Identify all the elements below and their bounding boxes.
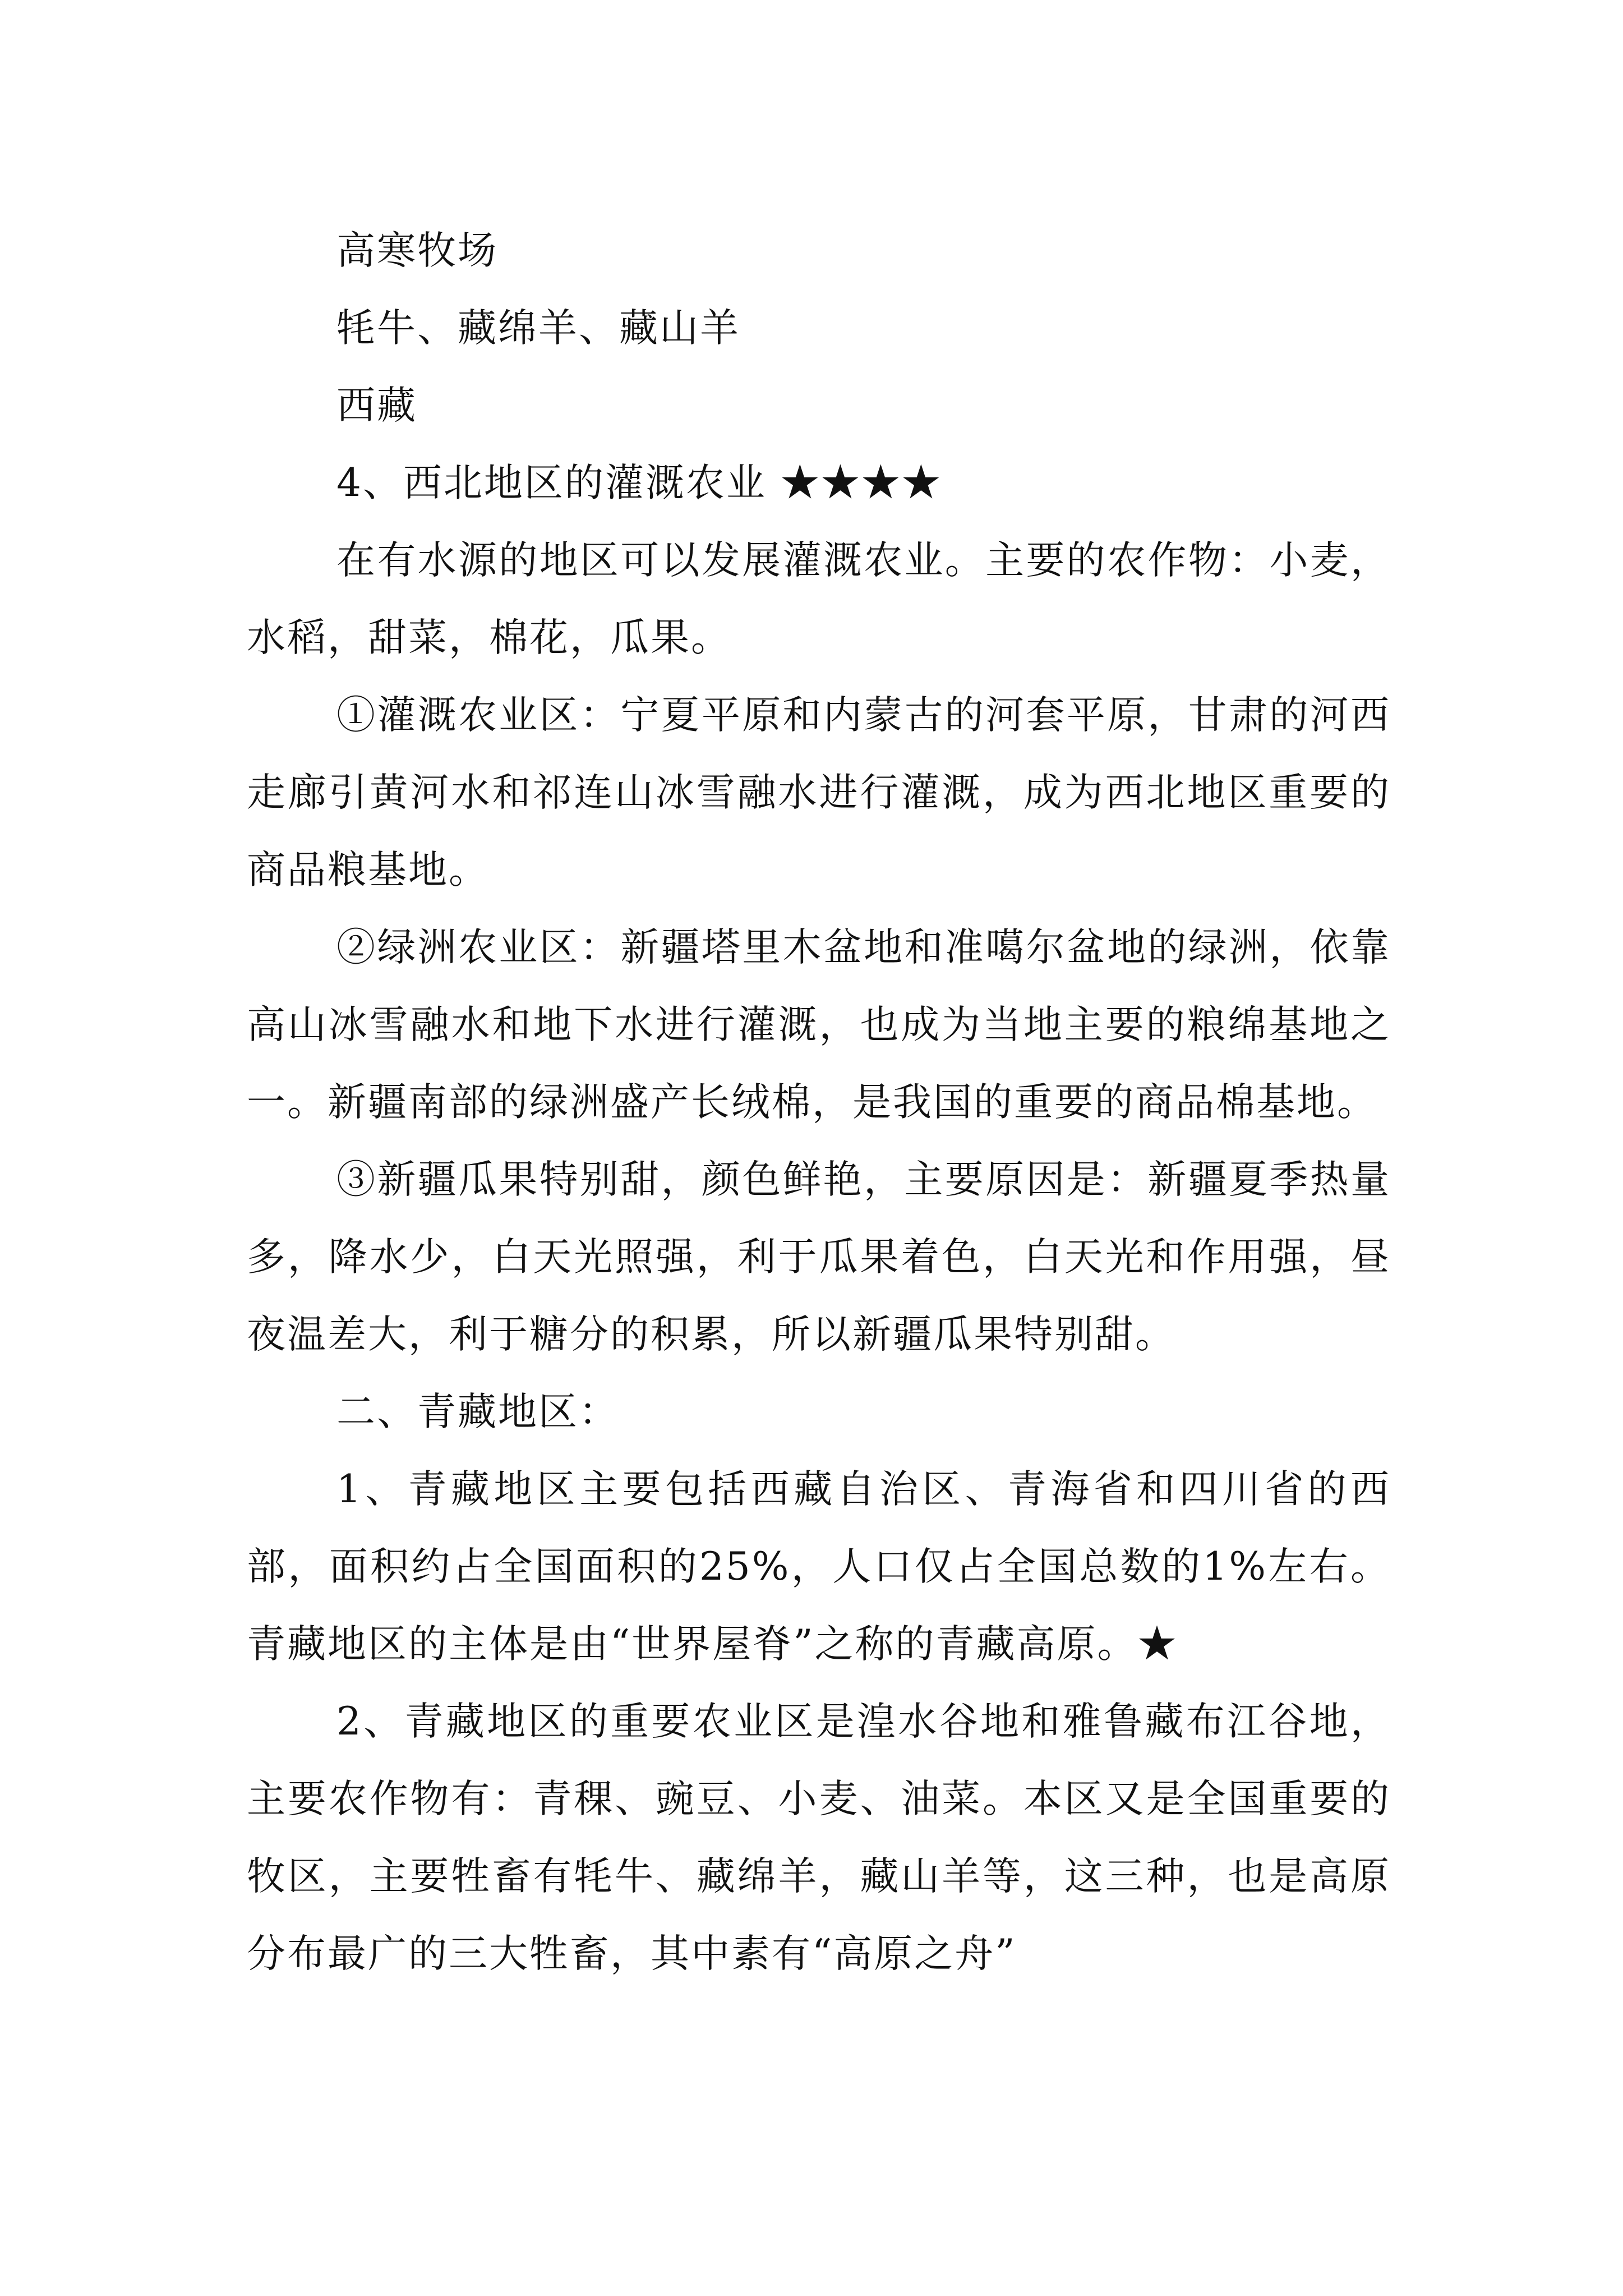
text-line: 牦牛、藏绵羊、藏山羊 [336,306,740,351]
paragraph: ②绿洲农业区：新疆塔里木盆地和准噶尔盆地的绿洲，依靠高山冰雪融水和地下水进行灌溉，也成为当地主要的粮绵基地之一。新疆南部的绿洲盛产长绒棉，是我国的重要的商品棉基地。 [247,925,1391,1125]
text-line: 西藏 [336,383,417,428]
document-body [247,212,1391,1993]
section-heading: 二、青藏地区： [336,1389,619,1434]
paragraph: 在有水源的地区可以发展灌溉农业。主要的农作物：小麦，水稻，甜菜，棉花，瓜果。 [247,538,1391,660]
text-line: 高寒牧场 [336,228,498,273]
paragraph: ③新疆瓜果特别甜，颜色鲜艳，主要原因是：新疆夏季热量多，降水少，白天光照强，利于瓜果着色，白天光和作用强，昼夜温差大，利于糖分的积累，所以新疆瓜果特别甜。 [247,1157,1391,1357]
section-heading: 4、西北地区的灌溉农业 ★★★★ [336,461,942,505]
paragraph: 1、青藏地区主要包括西藏自治区、青海省和四川省的西部，面积约占全国面积的25%，人口仅占全国总数的1%左右。青藏地区的主体是由“世界屋脊”之称的青藏高原。★ [247,1467,1391,1667]
paragraph: ①灌溉农业区：宁夏平原和内蒙古的河套平原，甘肃的河西走廊引黄河水和祁连山冰雪融水进行灌溉，成为西北地区重要的商品粮基地。 [247,693,1391,892]
paragraph: 2、青藏地区的重要农业区是湟水谷地和雅鲁藏布江谷地，主要农作物有：青稞、豌豆、小麦、油菜。本区又是全国重要的牧区，主要牲畜有牦牛、藏绵羊，藏山羊等，这三种，也是高原分布最广的三大牲畜，其中素有“高原之舟” [247,1699,1391,1976]
